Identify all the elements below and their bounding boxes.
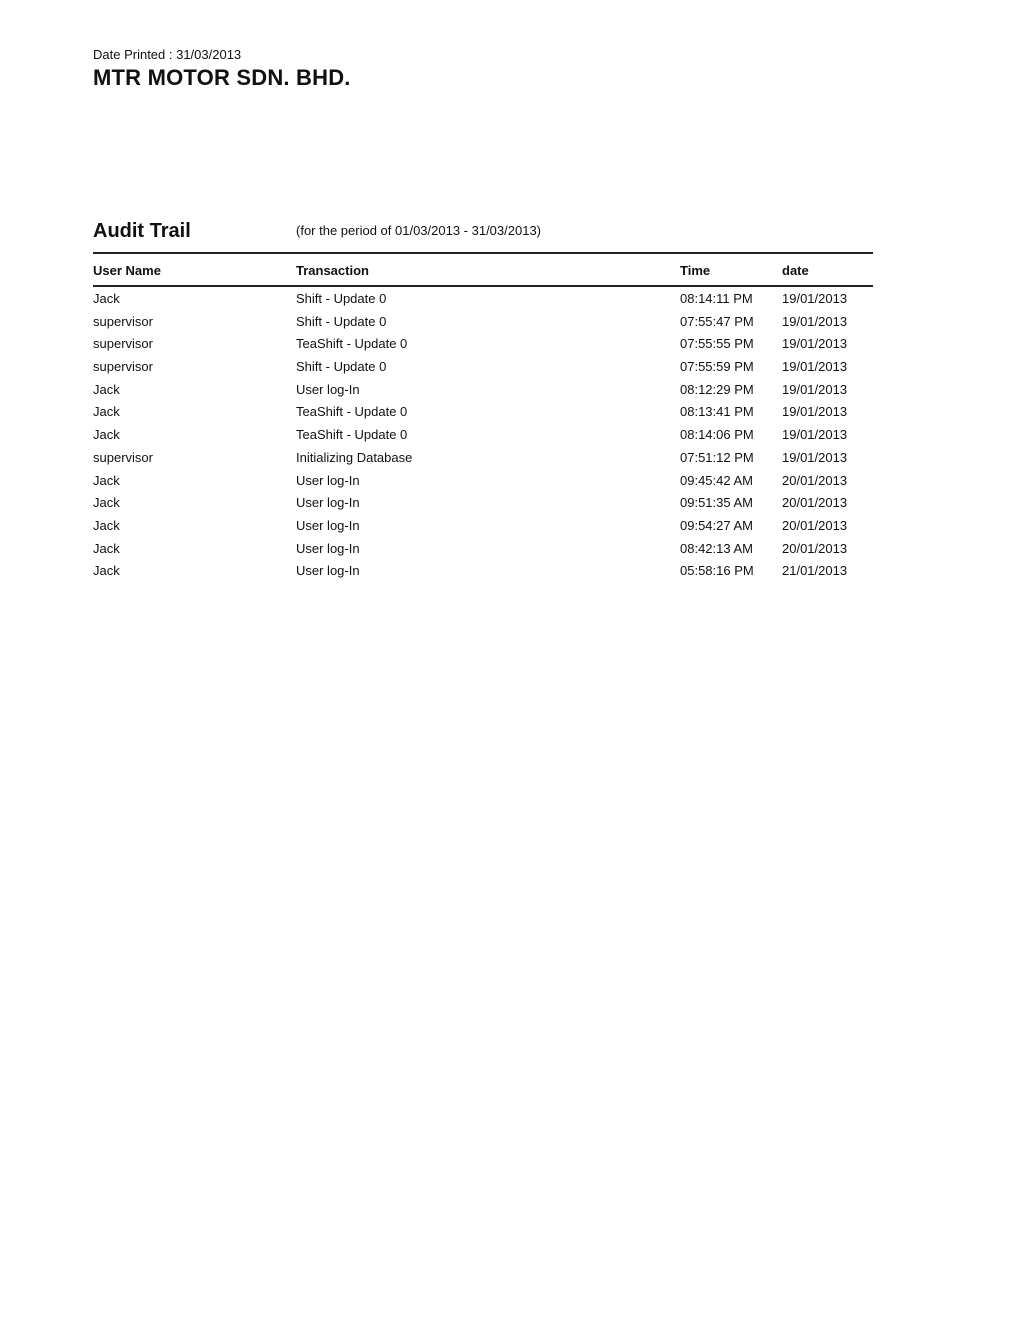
- cell-transaction: User log-In: [296, 495, 360, 511]
- cell-time: 05:58:16 PM: [680, 563, 754, 579]
- cell-transaction: Shift - Update 0: [296, 359, 387, 375]
- table-row: [0, 493, 1024, 516]
- table-row: [0, 448, 1024, 471]
- column-header-time: Time: [680, 263, 711, 278]
- cell-transaction: User log-In: [296, 540, 360, 556]
- cell-user-name: Jack: [93, 563, 120, 579]
- table-body: [0, 289, 1024, 584]
- cell-user-name: Jack: [93, 472, 120, 488]
- table-row: [0, 539, 1024, 562]
- table-row: [0, 334, 1024, 357]
- cell-user-name: Jack: [93, 291, 120, 306]
- table-header-rule: [93, 285, 873, 287]
- report-period: (for the period of 01/03/2013 - 31/03/2013): [296, 223, 542, 238]
- cell-user-name: Jack: [93, 540, 120, 556]
- cell-date: 21/01/2013: [782, 563, 848, 579]
- cell-transaction: User log-In: [296, 381, 360, 397]
- cell-date: 19/01/2013: [782, 427, 848, 443]
- table-top-rule: [93, 252, 873, 254]
- cell-time: 09:51:35 AM: [680, 495, 753, 511]
- cell-date: 19/01/2013: [782, 404, 848, 420]
- date-printed: Date Printed : 31/03/2013: [93, 47, 242, 62]
- table-row: [0, 357, 1024, 380]
- company-name: MTR MOTOR SDN. BHD.: [93, 65, 351, 90]
- cell-transaction: Shift - Update 0: [296, 313, 387, 329]
- cell-date: 19/01/2013: [782, 449, 848, 465]
- cell-date: 20/01/2013: [782, 540, 848, 556]
- cell-date: 20/01/2013: [782, 495, 848, 511]
- cell-transaction: TeaShift - Update 0: [296, 427, 408, 443]
- table-row: [0, 380, 1024, 403]
- cell-user-name: Jack: [93, 517, 120, 533]
- cell-transaction: Initializing Database: [296, 449, 413, 465]
- cell-transaction: TeaShift - Update 0: [296, 336, 408, 352]
- cell-time: 09:45:42 AM: [680, 472, 753, 488]
- cell-transaction: Shift - Update 0: [296, 291, 387, 306]
- cell-date: 19/01/2013: [782, 336, 848, 352]
- cell-date: 19/01/2013: [782, 359, 848, 375]
- table-row: [0, 516, 1024, 539]
- table-row: [0, 561, 1024, 584]
- cell-user-name: supervisor: [93, 449, 153, 465]
- cell-user-name: supervisor: [93, 359, 153, 375]
- cell-date: 19/01/2013: [782, 291, 848, 306]
- column-header-date: date: [782, 263, 809, 278]
- table-row: [0, 289, 1024, 312]
- cell-transaction: User log-In: [296, 563, 360, 579]
- cell-user-name: supervisor: [93, 313, 153, 329]
- cell-date: 19/01/2013: [782, 381, 848, 397]
- table-row: [0, 402, 1024, 425]
- cell-date: 20/01/2013: [782, 472, 848, 488]
- cell-user-name: Jack: [93, 495, 120, 511]
- cell-time: 09:54:27 AM: [680, 517, 753, 533]
- cell-time: 08:42:13 AM: [680, 540, 753, 556]
- column-header-transaction: Transaction: [296, 263, 369, 278]
- cell-transaction: TeaShift - Update 0: [296, 404, 408, 420]
- cell-transaction: User log-In: [296, 472, 360, 488]
- column-header-user-name: User Name: [93, 263, 161, 278]
- table-row: [0, 471, 1024, 494]
- cell-time: 08:12:29 PM: [680, 381, 754, 397]
- cell-date: 19/01/2013: [782, 313, 848, 329]
- cell-time: 07:55:47 PM: [680, 313, 754, 329]
- cell-time: 07:55:55 PM: [680, 336, 754, 352]
- cell-time: 08:14:11 PM: [680, 291, 753, 306]
- cell-user-name: Jack: [93, 381, 120, 397]
- cell-time: 08:13:41 PM: [680, 404, 754, 420]
- cell-time: 08:14:06 PM: [680, 427, 754, 443]
- cell-user-name: Jack: [93, 427, 120, 443]
- cell-time: 07:51:12 PM: [680, 449, 754, 465]
- cell-user-name: Jack: [93, 404, 120, 420]
- cell-time: 07:55:59 PM: [680, 359, 754, 375]
- table-row: [0, 312, 1024, 335]
- cell-user-name: supervisor: [93, 336, 153, 352]
- table-row: [0, 425, 1024, 448]
- cell-date: 20/01/2013: [782, 517, 848, 533]
- cell-transaction: User log-In: [296, 517, 360, 533]
- report-title: Audit Trail: [93, 220, 191, 242]
